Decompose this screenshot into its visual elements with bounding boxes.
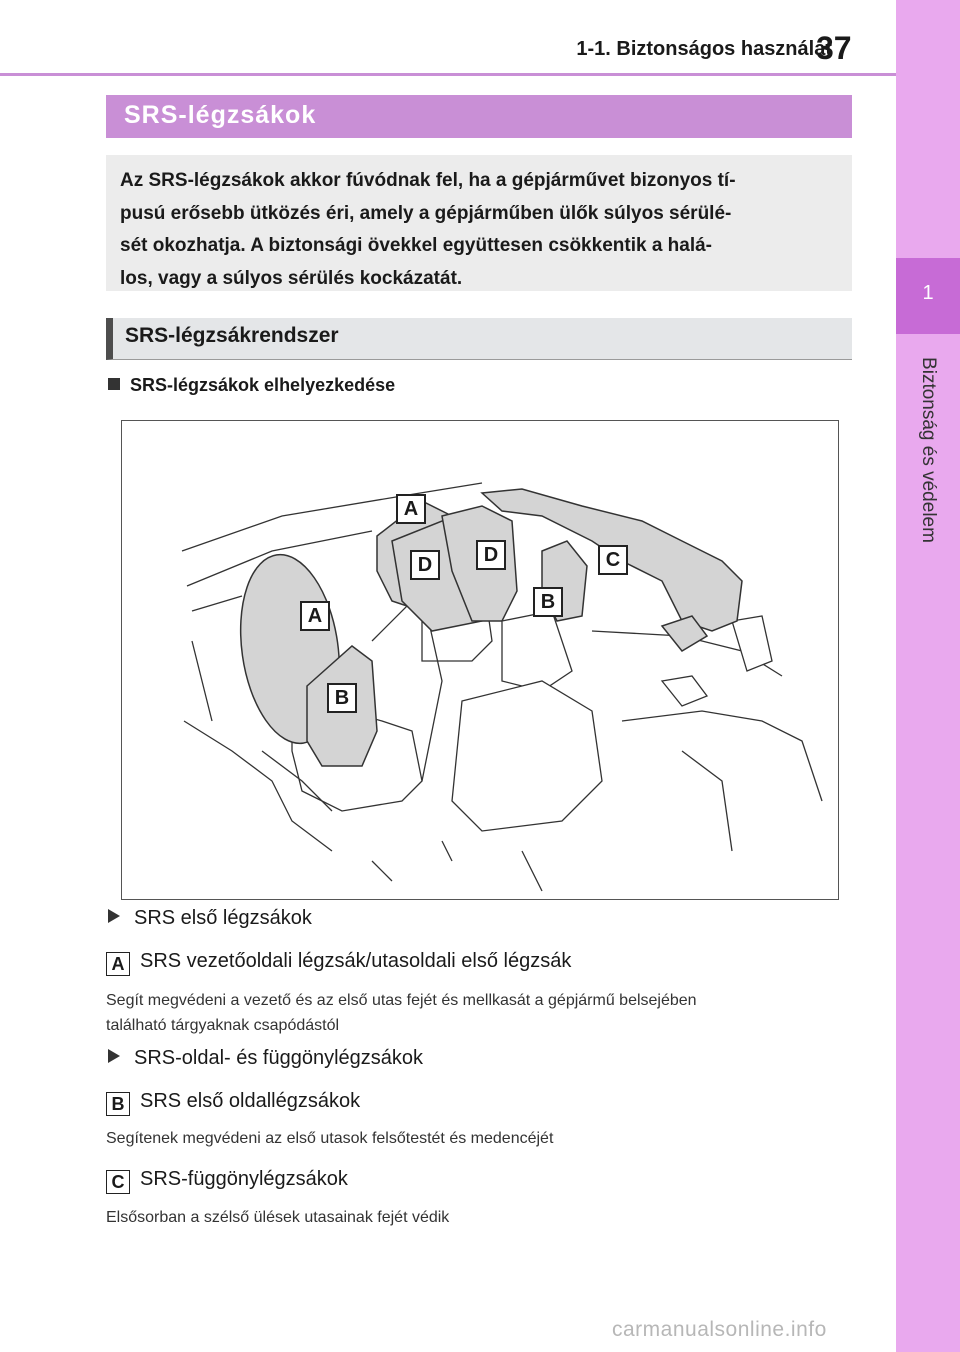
desc-line: Segítenek megvédeni az első utasok felsőtestét és medencéjét [106,1130,554,1147]
desc-line: található tárgyaknak csapódástól [106,1017,340,1034]
figure-callout-c: C [598,545,628,575]
item-label-row [106,950,571,976]
intro-line: sét okozhatja. A biztonsági övekkel együttesen csökkentik a halá- [120,235,713,256]
item-label-row [106,1168,348,1194]
item-label: SRS első oldallégzsákok [140,1090,361,1112]
item-description [106,1126,846,1151]
chapter-title: Biztonság és védelem [918,357,939,543]
item-description [106,1205,846,1230]
chapter-side-tab[interactable] [896,0,960,1352]
chapter-number: 1 [922,282,934,304]
group-title-text: SRS első légzsákok [134,907,312,929]
group-title [108,1047,423,1070]
group-title-text: SRS-oldal- és függönylégzsákok [134,1047,424,1069]
letter-box: C [106,1170,130,1194]
item-label: SRS vezetőoldali légzsák/utasoldali első légzsák [140,950,572,972]
watermark: carmanualsonline.info [612,1318,827,1341]
header-section-title: 1-1. Biztonságos használat [576,38,832,60]
triangle-bullet-icon [108,1049,120,1063]
intro-line: los, vagy a súlyos sérülés kockázatát. [120,267,463,289]
figure-callout-b: B [327,683,357,713]
subsection-title: SRS-légzsákrendszer [106,318,852,360]
car-interior-illustration [122,421,840,901]
header-divider [0,73,896,76]
intro-box [106,155,852,291]
triangle-bullet-icon [108,909,120,923]
airbag-location-figure [121,420,839,900]
desc-line: Elsősorban a szélső ülések utasainak fejét védik [106,1209,450,1226]
intro-line: Az SRS-légzsákok akkor fúvódnak fel, ha a gépjárművet bizonyos tí- [120,170,736,191]
figure-callout-d: D [410,550,440,580]
square-bullet-icon [108,378,120,390]
intro-line: pusú erősebb ütközés éri, amely a gépjárműben ülők súlyos sérülé- [120,202,732,224]
item-description [106,988,846,1038]
group-title [108,907,312,930]
page-number: 37 [816,30,852,66]
figure-callout-a: A [396,494,426,524]
figure-callout-a: A [300,601,330,631]
item-label: SRS-függönylégzsákok [140,1168,348,1190]
figure-callout-d: D [476,540,506,570]
letter-box: A [106,952,130,976]
desc-line: Segít megvédeni a vezető és az első utas fejét és mellkasát a gépjármű belsejében [106,992,697,1009]
item-label-row [106,1090,360,1116]
letter-box: B [106,1092,130,1116]
subsection-heading [108,375,395,396]
heading-text: SRS-légzsákok elhelyezkedése [130,375,396,395]
figure-callout-b: B [533,587,563,617]
section-title: SRS-légzsákok [106,95,852,138]
